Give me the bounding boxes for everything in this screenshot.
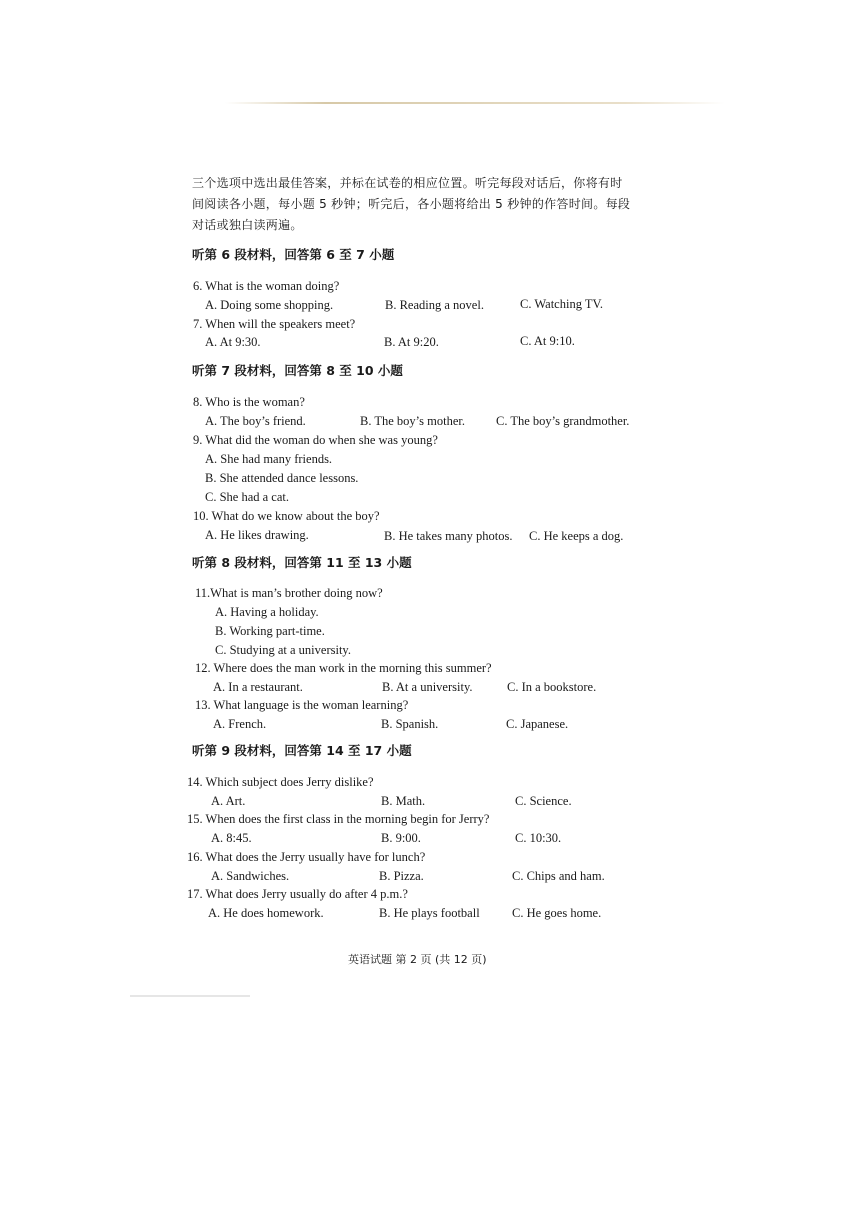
question-14: 14. Which subject does Jerry dislike? <box>187 775 374 789</box>
question-16-option-c: C. Chips and ham. <box>512 869 605 883</box>
question-13-option-b: B. Spanish. <box>381 717 439 731</box>
question-11: 11.What is man’s brother doing now? <box>195 586 383 600</box>
question-11-option-c: C. Studying at a university. <box>215 643 351 657</box>
question-8: 8. Who is the woman? <box>193 395 305 409</box>
intro-line-1: 三个选项中选出最佳答案，并标在试卷的相应位置。听完每段对话后，你将有时 <box>192 176 623 190</box>
question-13-option-a: A. French. <box>213 717 267 731</box>
question-15: 15. When does the first class in the morning begin for Jerry? <box>187 812 490 826</box>
question-6-option-c: C. Watching TV. <box>520 297 604 311</box>
scan-artifact-bottom <box>130 995 250 997</box>
question-12: 12. Where does the man work in the morning this summer? <box>195 661 492 675</box>
question-10-option-c: C. He keeps a dog. <box>529 529 624 543</box>
question-6-option-b: B. Reading a novel. <box>385 298 484 312</box>
scan-artifact-top <box>225 102 725 104</box>
question-12-option-a: A. In a restaurant. <box>213 680 303 694</box>
question-9-option-c: C. She had a cat. <box>205 490 290 504</box>
question-14-option-a: A. Art. <box>211 794 246 808</box>
question-11-option-b: B. Working part-time. <box>215 624 325 638</box>
question-7-option-a: A. At 9:30. <box>205 335 261 349</box>
question-17: 17. What does Jerry usually do after 4 p.m.? <box>187 887 408 901</box>
question-7-option-b: B. At 9:20. <box>384 335 439 349</box>
section-heading-6: 听第 6 段材料，回答第 6 至 7 小题 <box>192 247 395 262</box>
question-14-option-b: B. Math. <box>381 794 426 808</box>
question-17-option-c: C. He goes home. <box>512 906 602 920</box>
question-6-option-a: A. Doing some shopping. <box>205 298 334 312</box>
question-14-option-c: C. Science. <box>515 794 572 808</box>
question-15-option-c: C. 10:30. <box>515 831 562 845</box>
section-heading-9: 听第 9 段材料，回答第 14 至 17 小题 <box>192 743 412 758</box>
intro-line-3: 对话或独白读两遍。 <box>192 218 303 232</box>
intro-line-2: 间阅读各小题，每小题 5 秒钟；听完后，各小题将给出 5 秒钟的作答时间。每段 <box>192 197 631 211</box>
question-15-option-a: A. 8:45. <box>211 831 252 845</box>
question-10-option-a: A. He likes drawing. <box>205 528 309 542</box>
question-8-option-b: B. The boy’s mother. <box>360 414 465 428</box>
question-13-option-c: C. Japanese. <box>506 717 569 731</box>
question-12-option-b: B. At a university. <box>382 680 473 694</box>
question-16-option-b: B. Pizza. <box>379 869 424 883</box>
question-9: 9. What did the woman do when she was young? <box>193 433 438 447</box>
question-15-option-b: B. 9:00. <box>381 831 421 845</box>
page-footer: 英语试题 第 2 页 (共 12 页) <box>348 953 487 966</box>
question-16: 16. What does the Jerry usually have for lunch? <box>187 850 426 864</box>
question-7-option-c: C. At 9:10. <box>520 334 575 348</box>
question-17-option-b: B. He plays football <box>379 906 480 920</box>
question-8-option-c: C. The boy’s grandmother. <box>496 414 630 428</box>
question-6: 6. What is the woman doing? <box>193 279 340 293</box>
question-7: 7. When will the speakers meet? <box>193 317 356 331</box>
question-10: 10. What do we know about the boy? <box>193 509 380 523</box>
question-9-option-a: A. She had many friends. <box>205 452 333 466</box>
question-13: 13. What language is the woman learning? <box>195 698 409 712</box>
section-heading-8: 听第 8 段材料，回答第 11 至 13 小题 <box>192 555 412 570</box>
question-16-option-a: A. Sandwiches. <box>211 869 290 883</box>
question-12-option-c: C. In a bookstore. <box>507 680 597 694</box>
section-heading-7: 听第 7 段材料，回答第 8 至 10 小题 <box>192 363 403 378</box>
question-10-option-b: B. He takes many photos. <box>384 529 513 543</box>
question-17-option-a: A. He does homework. <box>208 906 324 920</box>
question-9-option-b: B. She attended dance lessons. <box>205 471 359 485</box>
question-8-option-a: A. The boy’s friend. <box>205 414 306 428</box>
question-11-option-a: A. Having a holiday. <box>215 605 319 619</box>
